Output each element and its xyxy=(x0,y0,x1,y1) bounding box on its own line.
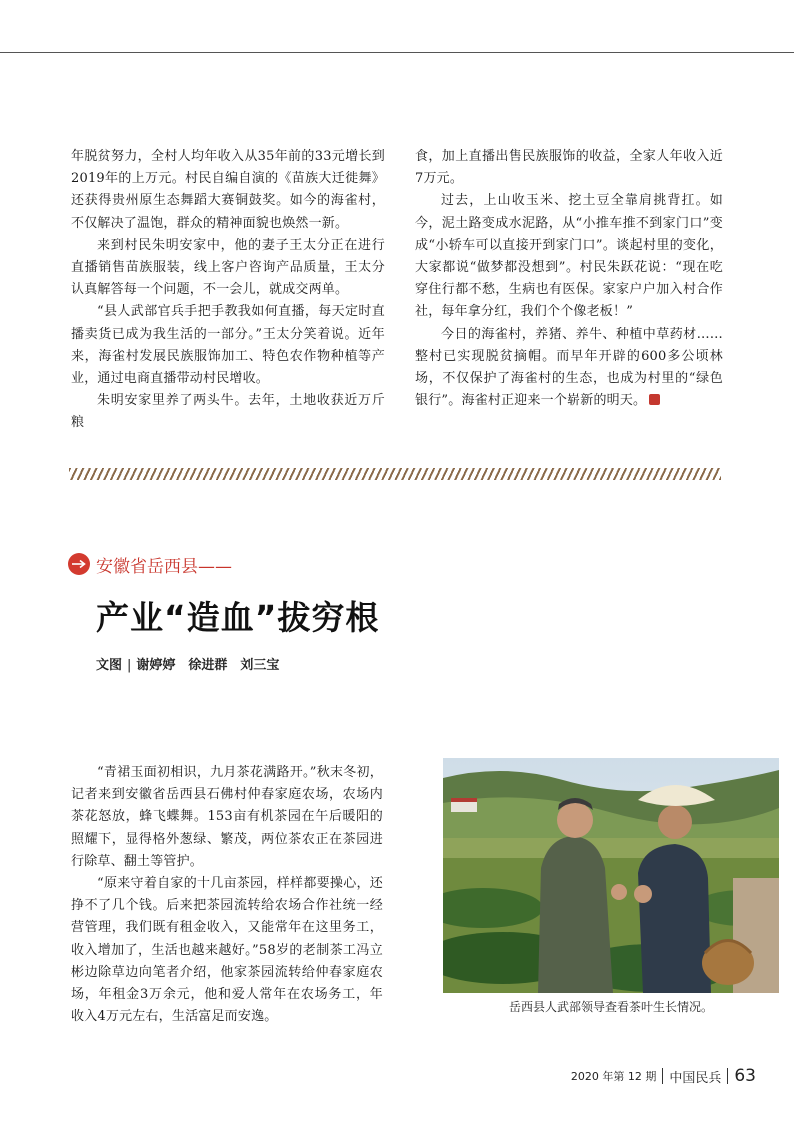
issue-label: 2020 年第 12 期 xyxy=(570,1070,657,1083)
article-end-icon xyxy=(649,394,660,405)
article1-paragraph: 来到村民朱明安家中，他的妻子王太分正在进行直播销售苗族服装，线上客户咨询产品质量，王太分认真解答每一个问题，不一会儿，就成交两单。 xyxy=(71,237,385,298)
article1-paragraph: 过去，上山收玉米、挖土豆全靠肩挑背扛。如今，泥土路变成水泥路，从“小推车推不到家门口”变成“小轿车可以直接开到家门口”。谈起村里的变化，大家都说“做梦都没想到”。村民朱跃花说：“现在吃穿住行都不愁，生病也有医保。家家户户加入村合作社，每年拿分红，我们个个像老板！” xyxy=(415,193,723,320)
section-tag xyxy=(68,552,232,576)
byline xyxy=(96,654,279,673)
byline-separator: | xyxy=(127,658,132,673)
article1-paragraph: 朱明安家里养了两头牛。去年，土地收获近万斤粮 xyxy=(71,393,385,431)
article-photo xyxy=(443,758,779,993)
article2-paragraph: “青裙玉面初相识，九月茶花满路开。”秋末冬初，记者来到安徽省岳西县石佛村仲春家庭农场，农场内茶花怒放，蜂飞蝶舞。153亩有机茶园在午后暖阳的照耀下，显得格外葱绿、繁茂，两位茶农正在茶园进行除草、翻土等管护。 xyxy=(71,765,383,869)
section-divider xyxy=(69,468,721,480)
footer-divider xyxy=(727,1068,728,1084)
article1-last-paragraph xyxy=(415,324,723,413)
article1-right-column xyxy=(415,146,723,412)
article1-paragraph: 年脱贫努力，全村人均年收入从35年前的33元增长到2019年的上万元。村民自编自演的《苗族大迁徙舞》还获得贵州原生态舞蹈大赛铜鼓奖。如今的海雀村，不仅解决了温饱，群众的精神面貌也焕然一新。 xyxy=(71,149,385,231)
photo-caption: 岳西县人武部领导查看茶叶生长情况。 xyxy=(508,1000,713,1014)
article1-paragraph-text: 今日的海雀村，养猪、养牛、种植中草药材……整村已实现脱贫摘帽。而早年开辟的600多公顷林场，不仅保护了海雀村的生态，也成为村里的“绿色银行”。海雀村正迎来一个崭新的明天。 xyxy=(415,326,723,409)
header-rule xyxy=(0,52,794,53)
page-number: 63 xyxy=(734,1066,756,1086)
byline-authors: 谢婷婷 徐进群 刘三宝 xyxy=(136,658,280,673)
article1-paragraph: “县人武部官兵手把手教我如何直播，每天定时直播卖货已成为我生活的一部分。”王太分笑着说。近年来，海雀村发展民族服饰加工、特色农作物种植等产业，通过电商直播带动村民增收。 xyxy=(71,304,385,387)
byline-prefix: 文图 xyxy=(96,658,123,673)
magazine-name: 中国民兵 xyxy=(669,1070,722,1086)
arrow-right-icon xyxy=(68,553,90,575)
footer-divider xyxy=(662,1068,663,1084)
section-location: 安徽省岳西县—— xyxy=(96,556,232,577)
article2-paragraph: “原来守着自家的十几亩茶园，样样都要操心，还挣不了几个钱。后来把茶园流转给农场合作社统一经营管理，我们既有租金收入，又能常年在这里务工，收入增加了，生活也越来越好。”58岁的老制茶工冯立彬边除草边向笔者介绍，他家茶园流转给仲春家庭农场，年租金3万余元，他和爱人常年在农场务工，年收入4万元左右，生活富足而安逸。 xyxy=(71,876,383,1025)
article2-body xyxy=(71,762,383,1028)
page-footer xyxy=(571,1066,756,1086)
article1-paragraph: 食，加上直播出售民族服饰的收益，全家人年收入近7万元。 xyxy=(415,149,723,187)
article-title: 产业“造血”拔穷根 xyxy=(96,598,380,637)
article1-left-column xyxy=(71,146,385,435)
